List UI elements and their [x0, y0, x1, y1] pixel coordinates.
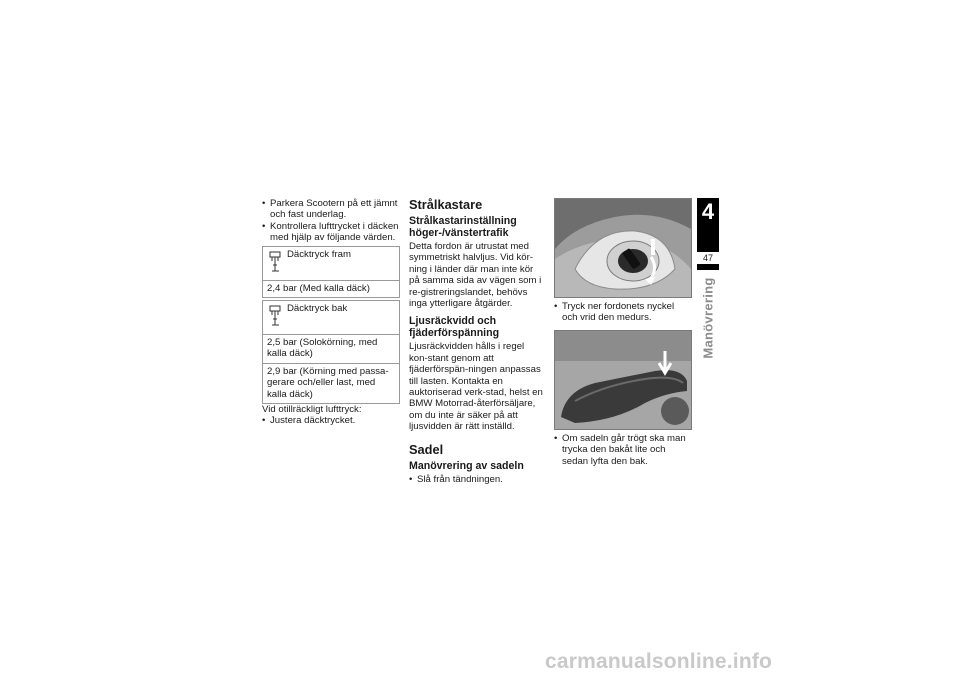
bullet-park-scooter: • Parkera Scootern på ett jämnt och fast underlag.	[262, 198, 400, 221]
spec-table-rear	[262, 300, 400, 404]
bullet-check-pressure: • Kontrollera lufttrycket i däcken med hjälp av följande värden.	[262, 221, 400, 244]
heading-seat-operation: Manövrering av sadeln	[409, 459, 524, 472]
bullet-ignition-off: • Slå från tändningen.	[409, 474, 545, 485]
column-tire-pressure	[262, 198, 400, 427]
spec-rear-value-solo: 2,5 bar (Solokörning, med kalla däck)	[263, 334, 399, 363]
watermark: carmanualsonline.info	[545, 650, 773, 673]
column-headlight-seat	[409, 198, 545, 485]
insufficient-pressure-text: Vid otillräckligt lufttryck:	[262, 404, 362, 416]
spec-rear-label: Däcktryck bak	[287, 303, 348, 315]
bullet-push-seat: • Om sadeln går trögt ska man trycka den bakåt lite och sedan lyfta den bak.	[554, 433, 692, 467]
photo-seat-lift	[554, 330, 692, 430]
photo-seat-lock	[554, 198, 692, 298]
heading-headlight-adjust: Strålkastarinställning höger-/vänstertrafik	[409, 215, 517, 239]
bullet-adjust-pressure: • Justera däcktrycket.	[262, 415, 400, 426]
heading-light-range: Ljusräckvidd och fjäderförspänning	[409, 315, 500, 340]
page-number: 47	[697, 252, 719, 264]
tire-pressure-gauge-icon	[268, 305, 282, 327]
chapter-title	[700, 278, 716, 358]
spec-front-header	[263, 247, 399, 280]
tire-pressure-gauge-icon	[268, 251, 282, 273]
spec-rear-value-loaded: 2,9 bar (Körning med passa-gerare och/eller last, med kalla däck)	[263, 363, 399, 403]
spec-rear-header	[263, 301, 399, 334]
chapter-number: 4	[701, 199, 715, 224]
column-seat-photos	[554, 198, 692, 467]
heading-headlight: Strålkastare	[409, 197, 483, 212]
text-headlight-adjust: Detta fordon är utrustat med symmetriskt halvljus. Vid kör-ning i länder där man inte kör på samma sida av vägen som i re-gistreringslandet, behövs inga ytterligare åtgärder.	[409, 241, 542, 310]
heading-seat: Sadel	[409, 441, 444, 457]
bullet-press-key: • Tryck ner fordonets nyckel och vrid den medurs.	[554, 301, 692, 324]
seat-lift-illustration	[555, 331, 691, 429]
text-light-range: Ljusräckvidden hålls i regel kon-stant genom att fjäderförspän-ningen anpassas till lasten. Kontakta en auktoriserad verk-stad, helst en BMW Motorrad-återförsäljare, om du inte är säker på att ljusvidden är rätt inställd.	[409, 341, 543, 433]
spec-table-front	[262, 246, 400, 298]
spec-front-value: 2,4 bar (Med kalla däck)	[263, 280, 399, 297]
seat-lock-illustration	[555, 199, 691, 297]
spec-front-label: Däcktryck fram	[287, 248, 351, 260]
chapter-title-text: Manövrering	[700, 277, 716, 359]
